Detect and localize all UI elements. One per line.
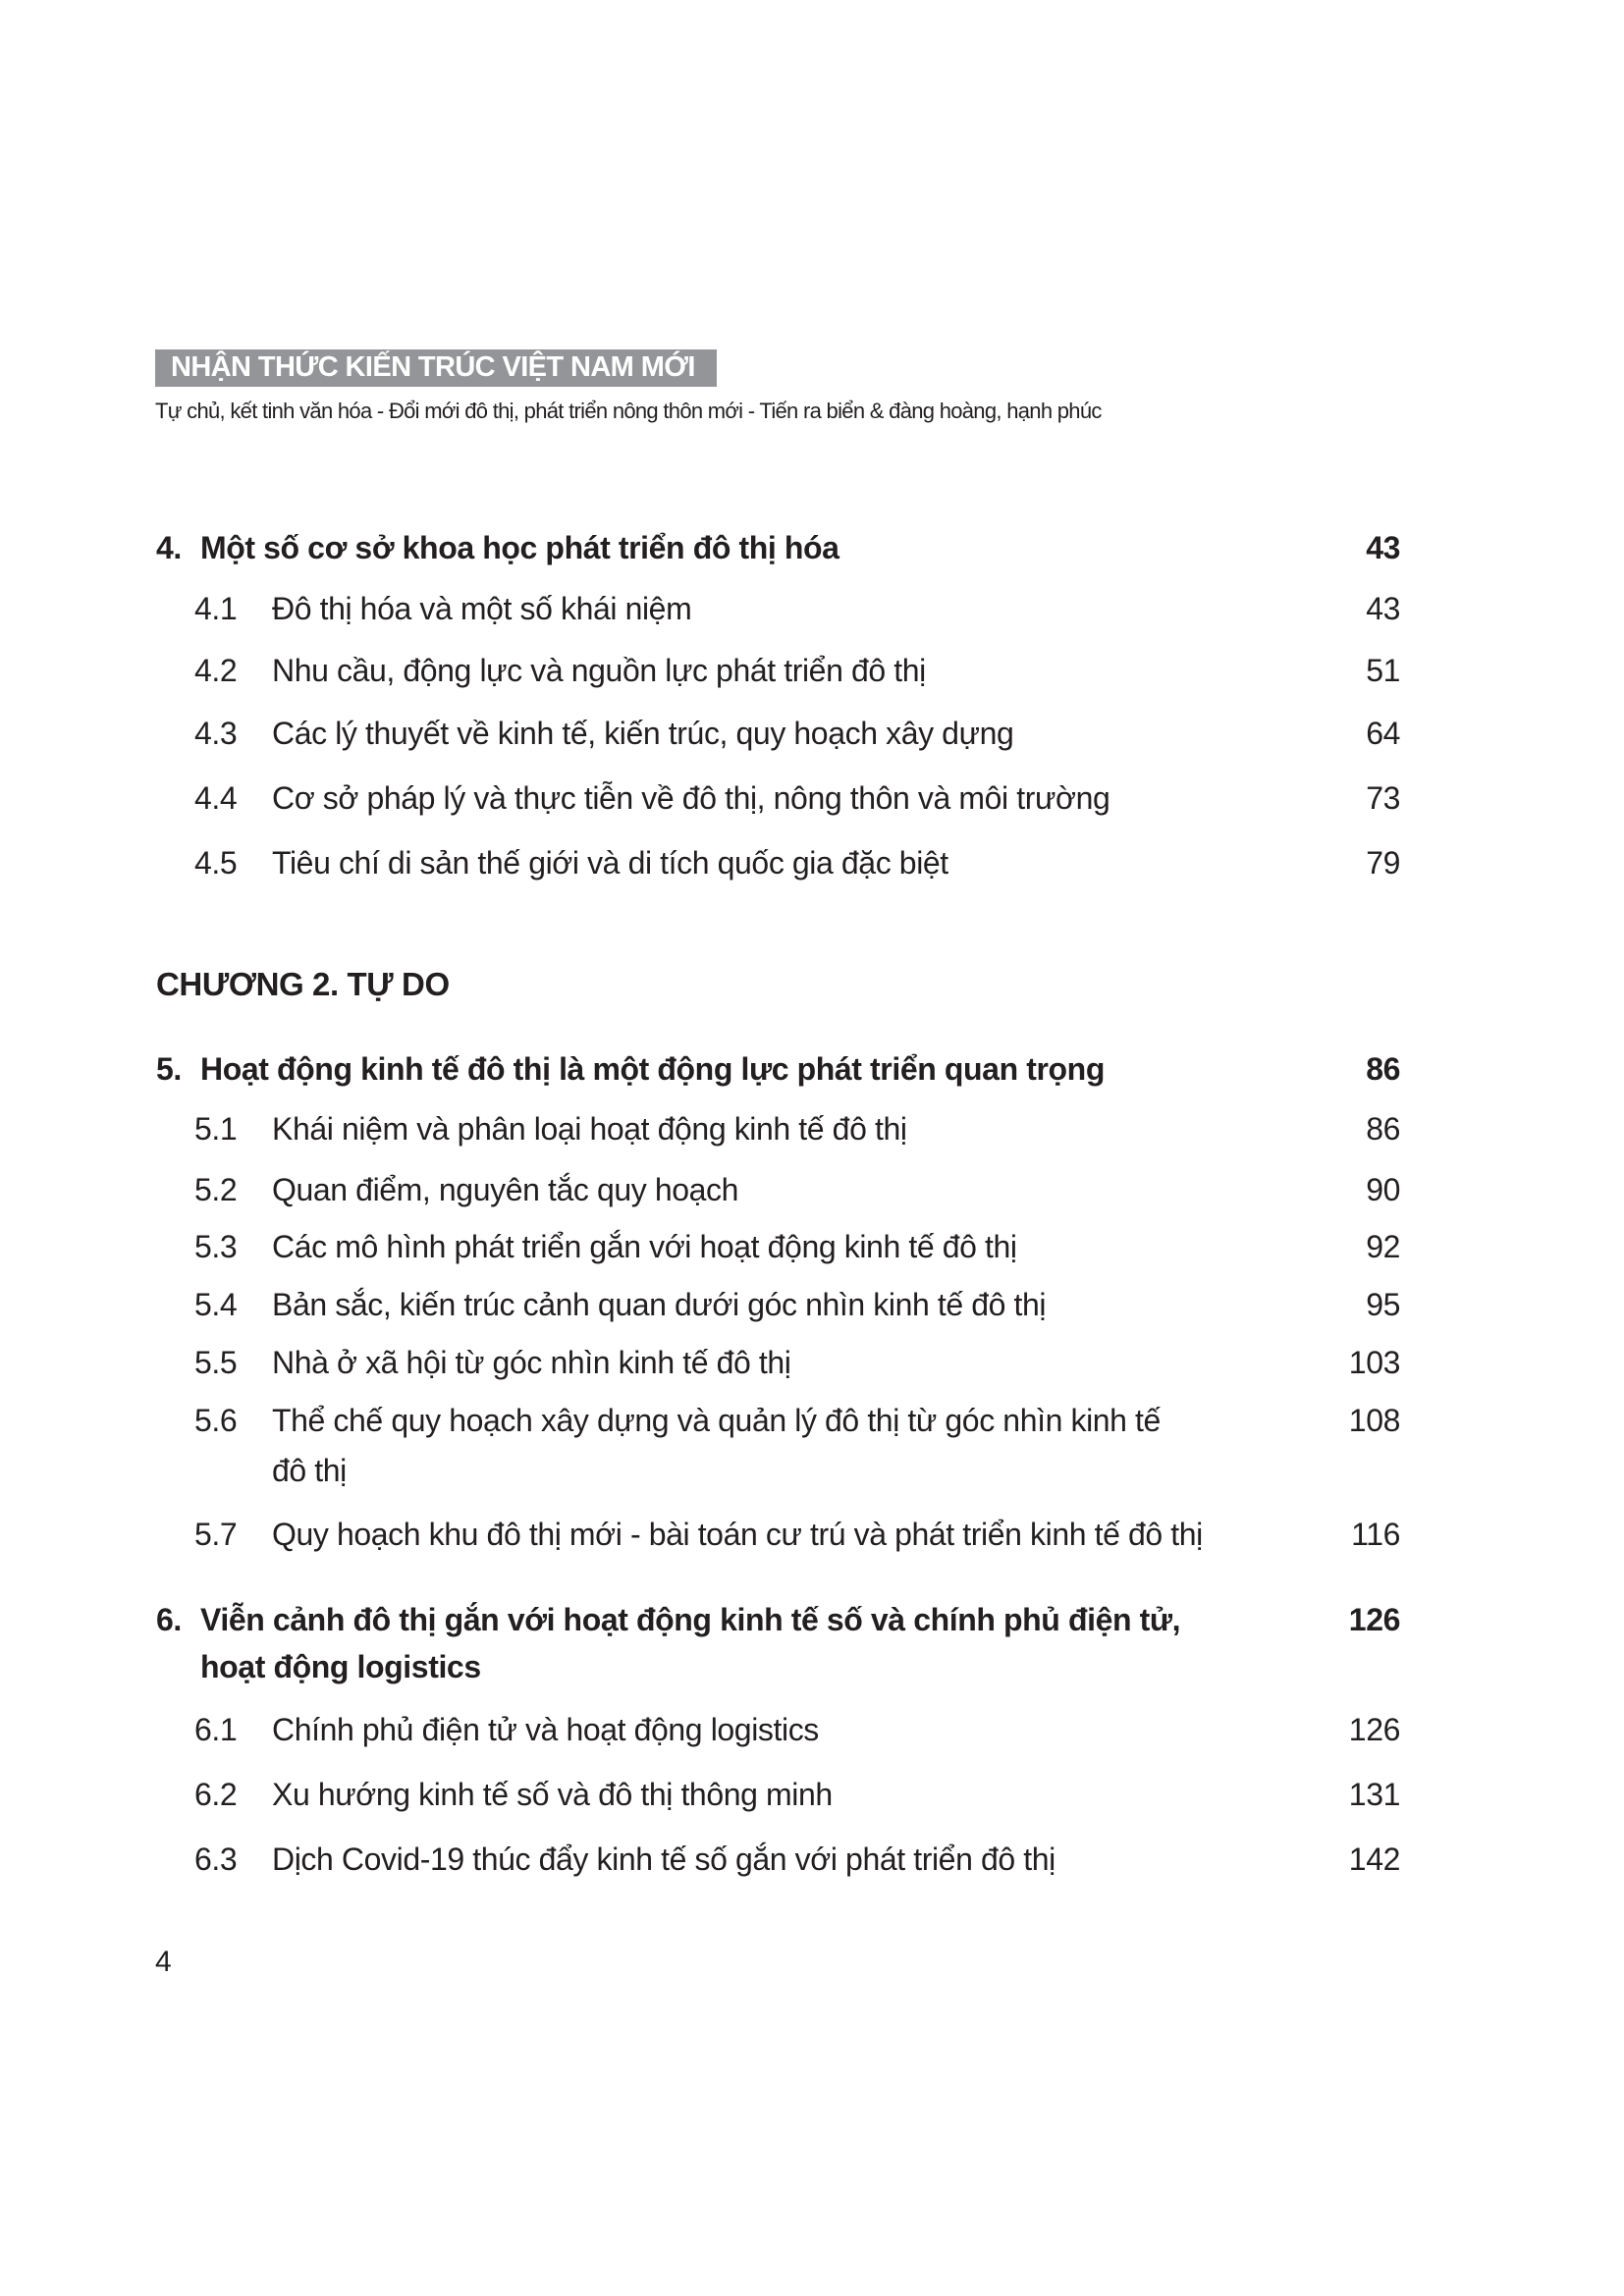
toc-title: Bản sắc, kiến trúc cảnh quan dưới góc nhìn kinh tế đô thị: [272, 1287, 1047, 1322]
toc-number: 6.1: [194, 1712, 238, 1747]
chapter-heading: CHƯƠNG 2. TỰ DO: [156, 966, 450, 1002]
series-subtitle: Tự chủ, kết tinh văn hóa - Đổi mới đô thị, phát triển nông thôn mới - Tiến ra biển & đàng hoàng, hạnh phúc: [155, 399, 1102, 423]
toc-number: 6.2: [194, 1777, 238, 1812]
toc-item[interactable]: [0, 653, 1624, 692]
toc-page: 92: [1366, 1229, 1400, 1264]
toc-page: 126: [1348, 1602, 1400, 1637]
toc-title: Xu hướng kinh tế số và đô thị thông minh: [272, 1777, 833, 1812]
toc-title: Cơ sở pháp lý và thực tiễn về đô thị, nông thôn và môi trường: [272, 780, 1110, 816]
toc-page: 108: [1348, 1403, 1400, 1438]
toc-item[interactable]: [0, 1229, 1624, 1268]
toc-title-cont: đô thị: [272, 1453, 347, 1488]
toc-section-5[interactable]: [0, 1051, 1624, 1091]
toc-title: Tiêu chí di sản thế giới và di tích quốc gia đặc biệt: [272, 845, 948, 881]
toc-number: 5.3: [194, 1229, 238, 1264]
toc-title-cont: hoạt động logistics: [200, 1649, 481, 1684]
toc-number: 5.4: [194, 1287, 238, 1322]
toc-page: 86: [1366, 1051, 1400, 1087]
page-number: 4: [155, 1946, 172, 1978]
toc-number: 5.: [156, 1051, 182, 1087]
toc-title: Quy hoạch khu đô thị mới - bài toán cư trú và phát triển kinh tế đô thị: [272, 1517, 1203, 1552]
toc-page: 86: [1366, 1111, 1400, 1147]
toc-number: 5.7: [194, 1517, 238, 1552]
toc-page: 43: [1366, 591, 1400, 626]
toc-title: Hoạt động kinh tế đô thị là một động lực phát triển quan trọng: [200, 1051, 1105, 1087]
toc-item[interactable]: [0, 1287, 1624, 1326]
toc-title: Các lý thuyết về kinh tế, kiến trúc, quy hoạch xây dựng: [272, 716, 1014, 751]
toc-number: 4.: [156, 530, 182, 565]
toc-number: 4.4: [194, 780, 238, 816]
toc-page: 95: [1366, 1287, 1400, 1322]
toc-item[interactable]: [0, 1111, 1624, 1150]
series-title: NHẬN THỨC KIẾN TRÚC VIỆT NAM MỚI: [171, 351, 695, 383]
toc-number: 5.6: [194, 1403, 238, 1438]
toc-number: 6.3: [194, 1842, 238, 1877]
toc-title: Đô thị hóa và một số khái niệm: [272, 591, 692, 626]
toc-page: 131: [1348, 1777, 1400, 1812]
toc-number: 5.2: [194, 1172, 238, 1207]
toc-item[interactable]: [0, 1517, 1624, 1556]
toc-page: 103: [1348, 1345, 1400, 1380]
toc-title: Thể chế quy hoạch xây dựng và quản lý đô thị từ góc nhìn kinh tế: [272, 1403, 1161, 1438]
toc-number: 5.1: [194, 1111, 238, 1147]
toc-number: 4.3: [194, 716, 238, 751]
toc-item[interactable]: [0, 845, 1624, 884]
toc-page: 73: [1366, 780, 1400, 816]
toc-section-6-continuation[interactable]: [0, 1649, 1624, 1688]
toc-page: 43: [1366, 530, 1400, 565]
toc-item[interactable]: [0, 1712, 1624, 1751]
toc-title: Dịch Covid-19 thúc đẩy kinh tế số gắn với phát triển đô thị: [272, 1842, 1056, 1877]
toc-item[interactable]: [0, 716, 1624, 755]
toc-item[interactable]: [0, 1172, 1624, 1211]
toc-title: Viễn cảnh đô thị gắn với hoạt động kinh tế số và chính phủ điện tử,: [200, 1602, 1181, 1637]
toc-number: 4.2: [194, 653, 238, 688]
toc-number: 4.1: [194, 591, 238, 626]
toc-section-6[interactable]: [0, 1602, 1624, 1641]
toc-item-continuation[interactable]: [0, 1453, 1624, 1492]
toc-title: Chính phủ điện tử và hoạt động logistics: [272, 1712, 819, 1747]
toc-item[interactable]: [0, 1842, 1624, 1881]
toc-section-4[interactable]: [0, 530, 1624, 569]
toc-item[interactable]: [0, 780, 1624, 820]
toc-title: Khái niệm và phân loại hoạt động kinh tế đô thị: [272, 1111, 907, 1147]
toc-title: Quan điểm, nguyên tắc quy hoạch: [272, 1172, 739, 1207]
toc-title: Nhu cầu, động lực và nguồn lực phát triển đô thị: [272, 653, 926, 688]
toc-number: 4.5: [194, 845, 238, 881]
toc-number: 6.: [156, 1602, 182, 1637]
toc-page: 116: [1351, 1517, 1400, 1552]
toc-page: 64: [1366, 716, 1400, 751]
toc-item[interactable]: [0, 591, 1624, 630]
toc-item[interactable]: [0, 1403, 1624, 1442]
toc-page: 142: [1348, 1842, 1400, 1877]
toc-title: Một số cơ sở khoa học phát triển đô thị hóa: [200, 530, 839, 565]
toc-page: 79: [1366, 845, 1400, 881]
toc-page: 126: [1348, 1712, 1400, 1747]
toc-item[interactable]: [0, 1777, 1624, 1816]
toc-page: 90: [1366, 1172, 1400, 1207]
toc-page: 51: [1366, 653, 1400, 688]
toc-title: Các mô hình phát triển gắn với hoạt động kinh tế đô thị: [272, 1229, 1017, 1264]
toc-number: 5.5: [194, 1345, 238, 1380]
toc-item[interactable]: [0, 1345, 1624, 1384]
toc-title: Nhà ở xã hội từ góc nhìn kinh tế đô thị: [272, 1345, 791, 1380]
